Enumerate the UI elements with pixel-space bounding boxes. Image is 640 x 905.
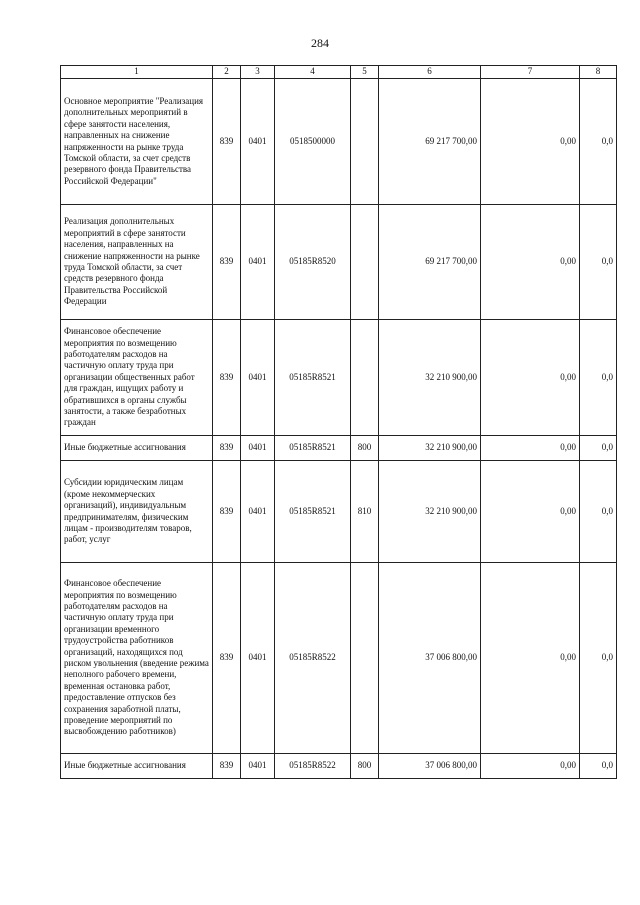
amount-col7: 0,00 (481, 320, 580, 436)
expense-type-code: 800 (351, 754, 379, 779)
ministry-code: 839 (213, 754, 241, 779)
expense-name: Иные бюджетные ассигнования (61, 436, 213, 461)
expense-name: Иные бюджетные ассигнования (61, 754, 213, 779)
amount: 32 210 900,00 (379, 436, 481, 461)
table-row (61, 320, 617, 436)
expense-type-code (351, 320, 379, 436)
header-cell: 7 (481, 66, 580, 79)
expense-type-code (351, 79, 379, 205)
section-code: 0401 (241, 205, 275, 320)
header-cell: 6 (379, 66, 481, 79)
ministry-code: 839 (213, 461, 241, 563)
section-code: 0401 (241, 79, 275, 205)
amount: 37 006 800,00 (379, 563, 481, 754)
expense-name: Субсидии юридическим лицам (кроме некоммерческих организаций), индивидуальным предпринимателям, физическим лицам - производителям товаров, работ, услуг (61, 461, 213, 563)
expense-name: Финансовое обеспечение мероприятия по возмещению работодателям расходов на частичную оплату труда при организации общественных работ для граждан, ищущих работу и обратившихся в органы службы занятости, а также безработных граждан (61, 320, 213, 436)
amount-col7: 0,00 (481, 563, 580, 754)
target-article-code: 05185R8521 (275, 436, 351, 461)
amount-col7: 0,00 (481, 461, 580, 563)
ministry-code: 839 (213, 320, 241, 436)
header-cell: 5 (351, 66, 379, 79)
amount: 69 217 700,00 (379, 79, 481, 205)
expense-name: Финансовое обеспечение мероприятия по возмещению работодателям расходов на частичную оплату труда при организации временного трудоустройства работников организаций, находящихся под риском увольнения (введение режима неполного рабочего времени, временная остановка работ, предоставление отпусков без сохранения заработной платы, проведение мероприятий по высвобождению работников) (61, 563, 213, 754)
expense-type-code (351, 205, 379, 320)
amount-col8: 0,0 (580, 320, 617, 436)
header-cell: 8 (580, 66, 617, 79)
target-article-code: 0518500000 (275, 79, 351, 205)
table-row (61, 754, 617, 779)
target-article-code: 05185R8521 (275, 320, 351, 436)
header-cell: 3 (241, 66, 275, 79)
table-row (61, 205, 617, 320)
ministry-code: 839 (213, 205, 241, 320)
expense-name: Реализация дополнительных мероприятий в сфере занятости населения, направленных на снижение напряженности на рынке труда Томской области, за счет средств резервного фонда Правительства Российской Федерации (61, 205, 213, 320)
header-cell: 4 (275, 66, 351, 79)
ministry-code: 839 (213, 436, 241, 461)
section-code: 0401 (241, 461, 275, 563)
expense-type-code: 810 (351, 461, 379, 563)
target-article-code: 05185R8521 (275, 461, 351, 563)
page-number: 284 (311, 36, 329, 50)
target-article-code: 05185R8522 (275, 754, 351, 779)
header-cell: 2 (213, 66, 241, 79)
amount-col8: 0,0 (580, 563, 617, 754)
budget-table (60, 65, 617, 779)
ministry-code: 839 (213, 563, 241, 754)
section-code: 0401 (241, 754, 275, 779)
section-code: 0401 (241, 320, 275, 436)
header-cell: 1 (61, 66, 213, 79)
amount-col8: 0,0 (580, 79, 617, 205)
amount-col8: 0,0 (580, 205, 617, 320)
ministry-code: 839 (213, 79, 241, 205)
table-row (61, 563, 617, 754)
amount-col7: 0,00 (481, 754, 580, 779)
table-row (61, 436, 617, 461)
amount-col7: 0,00 (481, 436, 580, 461)
target-article-code: 05185R8522 (275, 563, 351, 754)
target-article-code: 05185R8520 (275, 205, 351, 320)
amount-col8: 0,0 (580, 461, 617, 563)
header-row (61, 66, 617, 79)
amount-col8: 0,0 (580, 754, 617, 779)
amount-col7: 0,00 (481, 205, 580, 320)
expense-type-code: 800 (351, 436, 379, 461)
expense-name: Основное мероприятие "Реализация дополнительных мероприятий в сфере занятости населения, направленных на снижение напряженности на рынке труда Томской области, за счет средств резервного фонда Правительства Российской Федерации" (61, 79, 213, 205)
amount: 32 210 900,00 (379, 320, 481, 436)
section-code: 0401 (241, 436, 275, 461)
amount-col7: 0,00 (481, 79, 580, 205)
table-row (61, 461, 617, 563)
expense-type-code (351, 563, 379, 754)
amount-col8: 0,0 (580, 436, 617, 461)
amount: 32 210 900,00 (379, 461, 481, 563)
amount: 69 217 700,00 (379, 205, 481, 320)
table-row (61, 79, 617, 205)
amount: 37 006 800,00 (379, 754, 481, 779)
section-code: 0401 (241, 563, 275, 754)
